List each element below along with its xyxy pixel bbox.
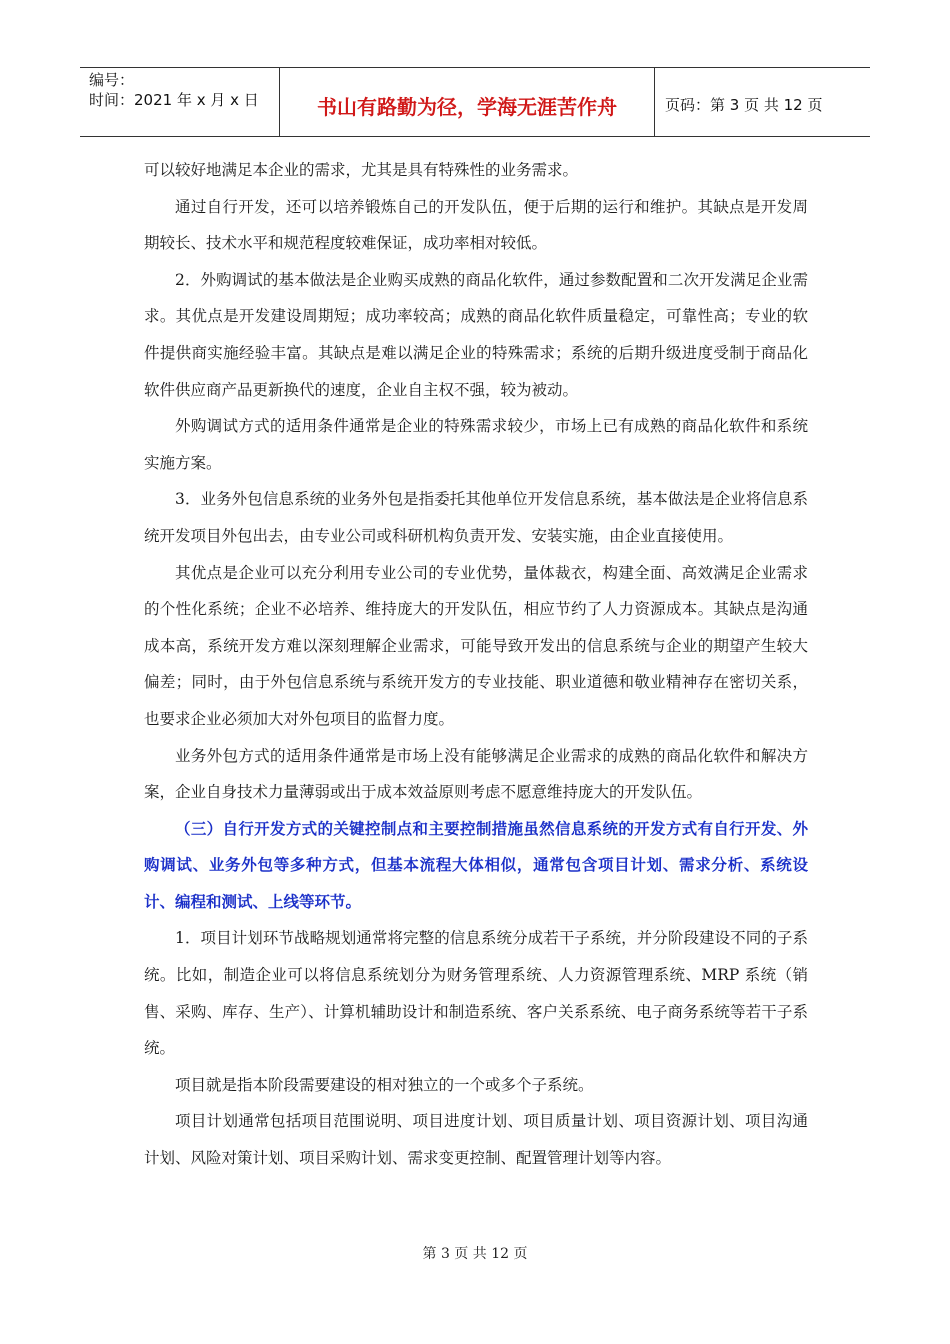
page-header: [80, 67, 870, 137]
paragraph: 2．外购调试的基本做法是企业购买成熟的商品化软件，通过参数配置和二次开发满足企业需求。其优点是开发建设周期短；成功率较高；成熟的商品化软件质量稳定，可靠性高；专业的软件提供商实施经验丰富。其缺点是难以满足企业的特殊需求；系统的后期升级进度受制于商品化软件供应商产品更新换代的速度，企业自主权不强，较为被动。: [144, 270, 808, 399]
paragraph: 1．项目计划环节战略规划通常将完整的信息系统分成若干子系统，并分阶段建设不同的子系统。比如，制造企业可以将信息系统划分为财务管理系统、人力资源管理系统、MRP 系统（销售、采购、库存、生产）、计算机辅助设计和制造系统、客户关系系统、电子商务系统等若干子系统。: [144, 929, 808, 1058]
document-body: [144, 152, 808, 1177]
paragraph: 其优点是企业可以充分利用专业公司的专业优势，量体裁衣，构建全面、高效满足企业需求的个性化系统；企业不必培养、维持庞大的开发队伍，相应节约了人力资源成本。其缺点是沟通成本高，系统开发方难以深刻理解企业需求，可能导致开发出的信息系统与企业的期望产生较大偏差；同时，由于外包信息系统与系统开发方的专业技能、职业道德和敬业精神存在密切关系，也要求企业必须加大对外包项目的监督力度。: [144, 563, 808, 728]
header-motto: 书山有路勤为径，学海无涯苦作舟: [280, 68, 655, 136]
paragraph: 业务外包方式的适用条件通常是市场上没有能够满足企业需求的成熟的商品化软件和解决方案，企业自身技术力量薄弱或出于成本效益原则考虑不愿意维持庞大的开发队伍。: [144, 746, 808, 802]
header-meta: [80, 68, 280, 136]
paragraph: 外购调试方式的适用条件通常是企业的特殊需求较少，市场上已有成熟的商品化软件和系统实施方案。: [144, 417, 808, 472]
header-page-info: 页码：第 3 页 共 12 页: [665, 95, 823, 114]
header-number-label: 编号：: [89, 71, 135, 89]
paragraph: 项目就是指本阶段需要建设的相对独立的一个或多个子系统。: [175, 1075, 594, 1094]
header-date-label: 时间：2021 年 x 月 x 日: [89, 91, 259, 109]
paragraph: 项目计划通常包括项目范围说明、项目进度计划、项目质量计划、项目资源计划、项目沟通计划、风险对策计划、项目采购计划、需求变更控制、配置管理计划等内容。: [144, 1112, 808, 1168]
paragraph: 3．业务外包信息系统的业务外包是指委托其他单位开发信息系统，基本做法是企业将信息系统开发项目外包出去，由专业公司或科研机构负责开发、安装实施，由企业直接使用。: [144, 490, 808, 545]
page-footer: 第 3 页 共 12 页: [422, 1246, 528, 1262]
paragraph: 可以较好地满足本企业的需求，尤其是具有特殊性的业务需求。: [144, 161, 579, 179]
paragraph: 通过自行开发，还可以培养锻炼自己的开发队伍，便于后期的运行和维护。其缺点是开发周期较长、技术水平和规范程度较难保证，成功率相对较低。: [144, 197, 808, 253]
section-heading: （三）自行开发方式的关键控制点和主要控制措施虽然信息系统的开发方式有自行开发、外购调试、业务外包等多种方式，但基本流程大体相似，通常包含项目计划、需求分析、系统设计、编程和测试、上线等环节。: [144, 819, 808, 911]
